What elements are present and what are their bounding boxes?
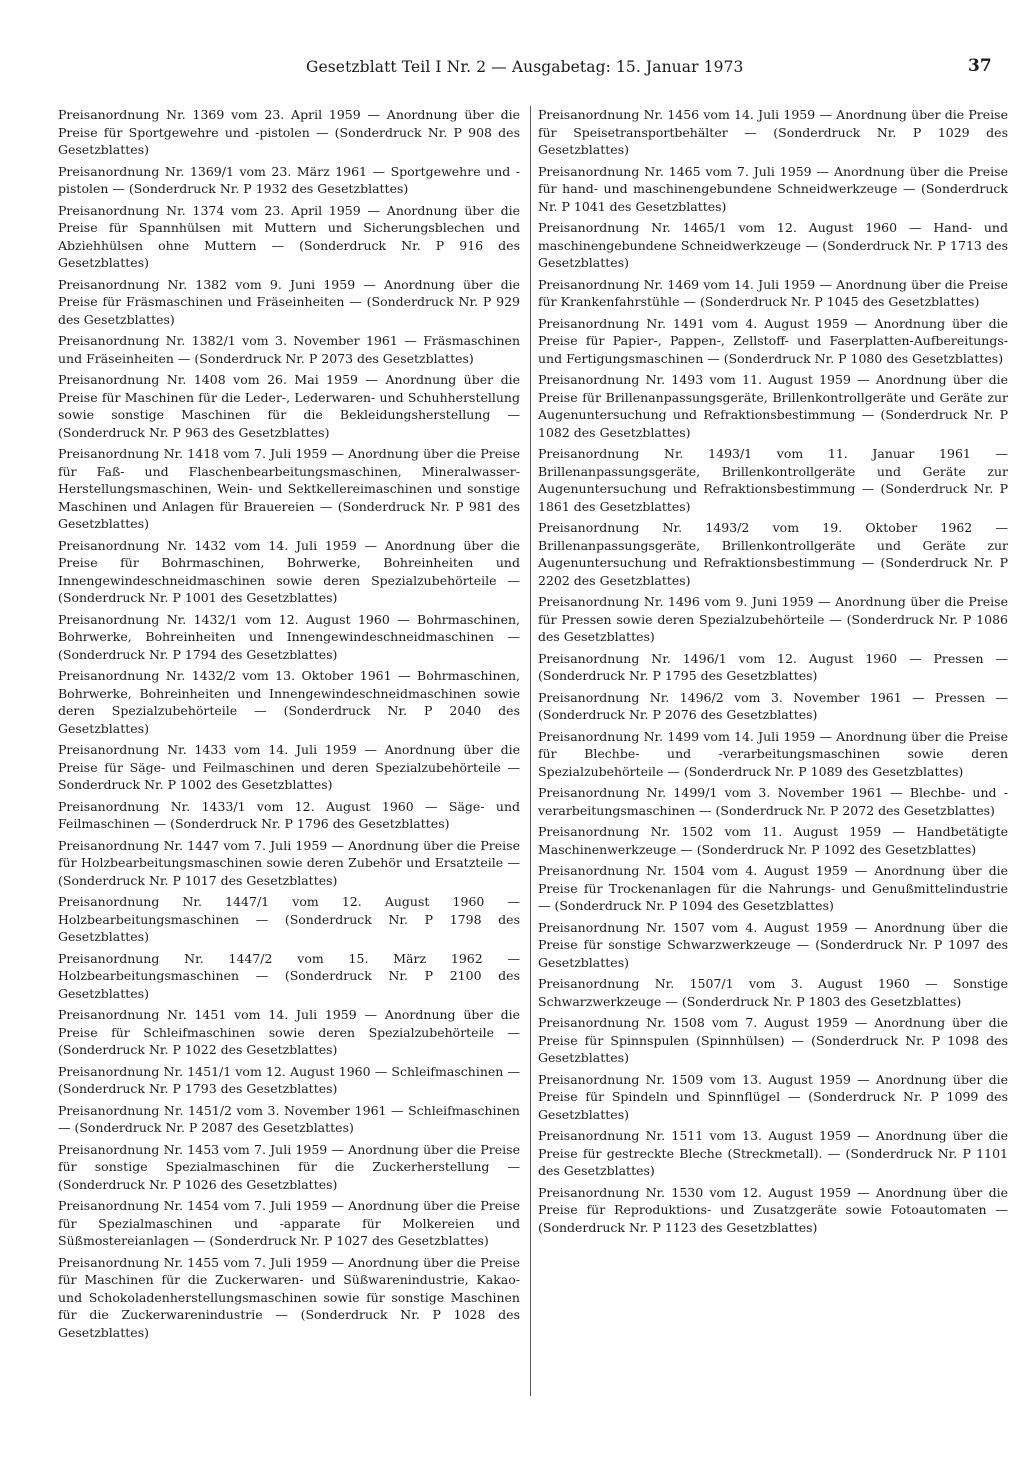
left-column — [58, 106, 520, 1345]
list-item: Preisanordnung Nr. 1507 vom 4. August 1959 — Anordnung über die Preise für sonstige Schwarzwerkzeuge — (Sonderdruck Nr. P 1097 des Gesetzblattes) — [538, 919, 1008, 970]
list-item: Preisanordnung Nr. 1382/1 vom 3. November 1961 — Fräsmaschinen und Fräseinheiten — (Sonderdruck Nr. P 2073 des Gesetzblattes) — [58, 333, 520, 366]
right-column — [538, 106, 1008, 1240]
list-item: Preisanordnung Nr. 1493/1 vom 11. Januar 1961 — Brillenanpassungsgeräte, Brillenkontrollgeräte und Geräte zur Augenuntersuchung und Refraktionsbestimmung — (Sonderdruck Nr. P 1861 des Gesetzblattes) — [538, 446, 1008, 514]
list-item: Preisanordnung Nr. 1369 vom 23. April 1959 — Anordnung über die Preise für Sportgewehre und -pistolen — (Sonderdruck Nr. P 908 des Gesetzblattes) — [58, 107, 520, 157]
list-item: Preisanordnung Nr. 1507/1 vom 3. August 1960 — Sonstige Schwarzwerkzeuge — (Sonderdruck Nr. P 1803 des Gesetzblattes) — [538, 976, 1008, 1009]
list-item: Preisanordnung Nr. 1447 vom 7. Juli 1959 — Anordnung über die Preise für Holzbearbeitungsmaschinen sowie deren Zubehör und Ersatzteile — (Sonderdruck Nr. P 1017 des Gesetzblattes) — [58, 837, 520, 888]
list-item: Preisanordnung Nr. 1493/2 vom 19. Oktober 1962 — Brillenanpassungsgeräte, Brillenkontrollgeräte und Geräte zur Augenuntersuchung und Refraktionsbestimmung — (Sonderdruck Nr. P 2202 des Gesetzblattes) — [538, 520, 1008, 588]
list-item: Preisanordnung Nr. 1511 vom 13. August 1959 — Anordnung über die Preise für gestreckte Bleche (Streckmetall). — (Sonderdruck Nr. P 1101 des Gesetzblattes) — [538, 1128, 1008, 1178]
list-item: Preisanordnung Nr. 1453 vom 7. Juli 1959 — Anordnung über die Preise für sonstige Spezialmaschinen für die Zuckerherstellung — (Sonderdruck Nr. P 1026 des Gesetzblattes) — [58, 1141, 520, 1192]
list-item: Preisanordnung Nr. 1504 vom 4. August 1959 — Anordnung über die Preise für Trockenanlagen für die Nahrungs- und Genußmittelindustrie — (Sonderdruck Nr. P 1094 des Gesetzblattes) — [538, 863, 1008, 913]
list-item: Preisanordnung Nr. 1465 vom 7. Juli 1959 — Anordnung über die Preise für hand- und maschinengebundene Schneidwerkzeuge — (Sonderdruck Nr. P 1041 des Gesetzblattes) — [538, 163, 1008, 214]
page-header — [0, 56, 1024, 84]
list-item: Preisanordnung Nr. 1451/2 vom 3. November 1961 — Schleifmaschinen — (Sonderdruck Nr. P 2087 des Gesetzblattes) — [58, 1102, 520, 1135]
list-item: Preisanordnung Nr. 1369/1 vom 23. März 1961 — Sportgewehre und -pistolen — (Sonderdruck Nr. P 1932 des Gesetzblattes) — [58, 163, 520, 196]
list-item: Preisanordnung Nr. 1451/1 vom 12. August 1960 — Schleifmaschinen — (Sonderdruck Nr. P 1793 des Gesetzblattes) — [58, 1063, 520, 1096]
list-item: Preisanordnung Nr. 1508 vom 7. August 1959 — Anordnung über die Preise für Spinnspulen (Spinnhülsen) — (Sonderdruck Nr. P 1098 des Gesetzblattes) — [538, 1015, 1008, 1065]
list-item: Preisanordnung Nr. 1455 vom 7. Juli 1959 — Anordnung über die Preise für Maschinen für die Zuckerwaren- und Süßwarenindustrie, Kakao- und Schokoladenherstellungsmaschinen sowie für sonstige Maschinen für die Zuckerwarenindustrie — (Sonderdruck Nr. P 1028 des Gesetzblattes) — [58, 1254, 520, 1340]
list-item: Preisanordnung Nr. 1469 vom 14. Juli 1959 — Anordnung über die Preise für Krankenfahrstühle — (Sonderdruck Nr. P 1045 des Gesetzblattes) — [538, 276, 1008, 309]
list-item: Preisanordnung Nr. 1432/2 vom 13. Oktober 1961 — Bohrmaschinen, Bohrwerke, Bohreinheiten und Innengewindeschneidmaschinen sowie deren Spezialzubehörteile — (Sonderdruck Nr. P 2040 des Gesetzblattes) — [58, 668, 520, 736]
list-item: Preisanordnung Nr. 1456 vom 14. Juli 1959 — Anordnung über die Preise für Speisetransportbehälter — (Sonderdruck Nr. P 1029 des Gesetzblattes) — [538, 107, 1008, 157]
list-item: Preisanordnung Nr. 1433 vom 14. Juli 1959 — Anordnung über die Preise für Säge- und Feilmaschinen und deren Spezialzubehörteile — Sonderdruck Nr. P 1002 des Gesetzblattes) — [58, 742, 520, 792]
list-item: Preisanordnung Nr. 1465/1 vom 12. August 1960 — Hand- und maschinengebundene Schneidwerkzeuge — (Sonderdruck Nr. P 1713 des Gesetzblattes) — [538, 220, 1008, 270]
list-item: Preisanordnung Nr. 1447/1 vom 12. August 1960 — Holzbearbeitungsmaschinen — (Sonderdruck Nr. P 1798 des Gesetzblattes) — [58, 894, 520, 944]
list-item: Preisanordnung Nr. 1499/1 vom 3. November 1961 — Blechbe- und -verarbeitungsmaschinen — (Sonderdruck Nr. P 2072 des Gesetzblattes) — [538, 785, 1008, 818]
list-item: Preisanordnung Nr. 1432/1 vom 12. August 1960 — Bohrmaschinen, Bohrwerke, Bohreinheiten und Innengewindeschneidmaschinen — (Sonderdruck Nr. P 1794 des Gesetzblattes) — [58, 611, 520, 662]
list-item: Preisanordnung Nr. 1418 vom 7. Juli 1959 — Anordnung über die Preise für Faß- und Flaschenbearbeitungsmaschinen, Mineralwasser-Herstellungsmaschinen, Wein- und Sektkellereimaschinen und sonstige Maschinen und Anlagen für Brauereien — (Sonderdruck Nr. P 981 des Gesetzblattes) — [58, 446, 520, 531]
column-divider — [530, 106, 531, 1396]
list-item: Preisanordnung Nr. 1454 vom 7. Juli 1959 — Anordnung über die Preise für Spezialmaschinen und -apparate für Molkereien und Süßmostereianlagen — (Sonderdruck Nr. P 1027 des Gesetzblattes) — [58, 1198, 520, 1248]
list-item: Preisanordnung Nr. 1447/2 vom 15. März 1962 — Holzbearbeitungsmaschinen — (Sonderdruck Nr. P 2100 des Gesetzblattes) — [58, 950, 520, 1001]
list-item: Preisanordnung Nr. 1433/1 vom 12. August 1960 — Säge- und Feilmaschinen — (Sonderdruck Nr. P 1796 des Gesetzblattes) — [58, 798, 520, 831]
list-item: Preisanordnung Nr. 1496 vom 9. Juni 1959 — Anordnung über die Preise für Pressen sowie deren Spezialzubehörteile — (Sonderdruck Nr. P 1086 des Gesetzblattes) — [538, 594, 1008, 644]
list-item: Preisanordnung Nr. 1491 vom 4. August 1959 — Anordnung über die Preise für Papier-, Pappen-, Zellstoff- und Faserplatten-Aufbereitungs- und Fertigungsmaschinen — (Sonderdruck Nr. P 1080 des Gesetzblattes) — [538, 315, 1008, 366]
list-item: Preisanordnung Nr. 1432 vom 14. Juli 1959 — Anordnung über die Preise für Bohrmaschinen, Bohrwerke, Bohreinheiten und Innengewindeschneidmaschinen sowie deren Spezialzubehörteile — (Sonderdruck Nr. P 1001 des Gesetzblattes) — [58, 537, 520, 605]
page-number: 37 — [968, 56, 992, 76]
list-item: Preisanordnung Nr. 1451 vom 14. Juli 1959 — Anordnung über die Preise für Schleifmaschinen sowie deren Spezialzubehörteile — (Sonderdruck Nr. P 1022 des Gesetzblattes) — [58, 1007, 520, 1057]
page-title: Gesetzblatt Teil I Nr. 2 — Ausgabetag: 15. Januar 1973 — [306, 58, 744, 76]
list-item: Preisanordnung Nr. 1382 vom 9. Juni 1959 — Anordnung über die Preise für Fräsmaschinen und Fräseinheiten — (Sonderdruck Nr. P 929 des Gesetzblattes) — [58, 276, 520, 327]
list-item: Preisanordnung Nr. 1496/1 vom 12. August 1960 — Pressen — (Sonderdruck Nr. P 1795 des Gesetzblattes) — [538, 650, 1008, 683]
list-item: Preisanordnung Nr. 1408 vom 26. Mai 1959 — Anordnung über die Preise für Maschinen für die Leder-, Lederwaren- und Schuhherstellung sowie sonstige Maschinen für die Bekleidungsherstellung — (Sonderdruck Nr. P 963 des Gesetzblattes) — [58, 372, 520, 440]
list-item: Preisanordnung Nr. 1493 vom 11. August 1959 — Anordnung über die Preise für Brillenanpassungsgeräte, Brillenkontrollgeräte und Geräte zur Augenuntersuchung und Refraktionsbestimmung — (Sonderdruck Nr. P 1082 des Gesetzblattes) — [538, 372, 1008, 440]
list-item: Preisanordnung Nr. 1374 vom 23. April 1959 — Anordnung über die Preise für Spannhülsen mit Muttern und Sicherungsblechen und Abziehhülsen ohne Muttern — (Sonderdruck Nr. P 916 des Gesetzblattes) — [58, 202, 520, 270]
list-item: Preisanordnung Nr. 1499 vom 14. Juli 1959 — Anordnung über die Preise für Blechbe- und -verarbeitungsmaschinen sowie deren Spezialzubehörteile — (Sonderdruck Nr. P 1089 des Gesetzblattes) — [538, 728, 1008, 779]
list-item: Preisanordnung Nr. 1509 vom 13. August 1959 — Anordnung über die Preise für Spindeln und Spinnflügel — (Sonderdruck Nr. P 1099 des Gesetzblattes) — [538, 1071, 1008, 1122]
list-item: Preisanordnung Nr. 1530 vom 12. August 1959 — Anordnung über die Preise für Reproduktions- und Zusatzgeräte sowie Fotoautomaten — (Sonderdruck Nr. P 1123 des Gesetzblattes) — [538, 1184, 1008, 1235]
list-item: Preisanordnung Nr. 1496/2 vom 3. November 1961 — Pressen — (Sonderdruck Nr. P 2076 des Gesetzblattes) — [538, 689, 1008, 722]
list-item: Preisanordnung Nr. 1502 vom 11. August 1959 — Handbetätigte Maschinenwerkzeuge — (Sonderdruck Nr. P 1092 des Gesetzblattes) — [538, 824, 1008, 857]
